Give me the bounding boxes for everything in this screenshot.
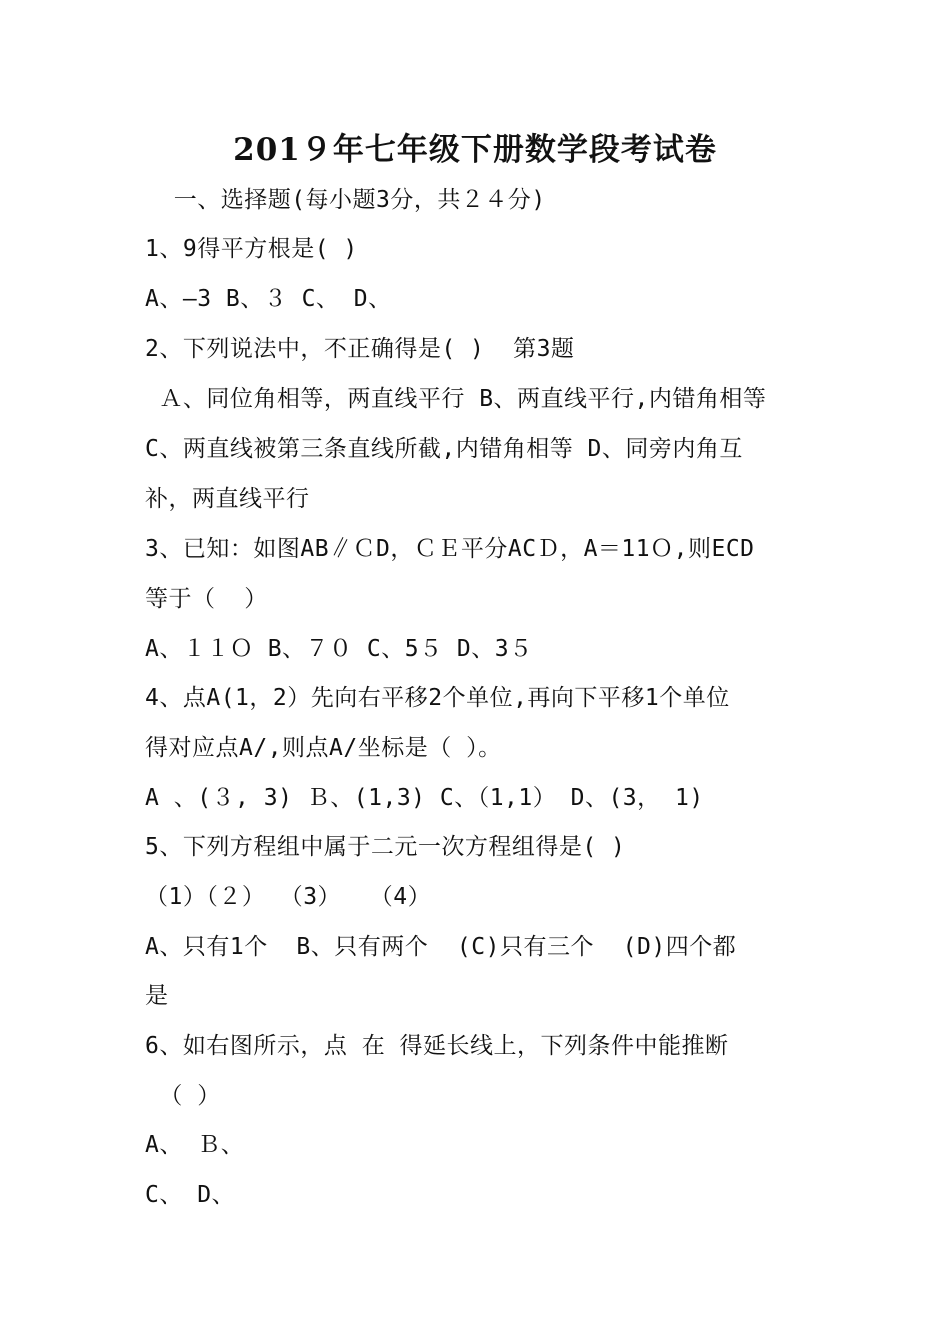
question-2-options-line-3: 补，两直线平行 — [145, 486, 310, 512]
question-4: 4、点A(1，2）先向右平移2个单位,再向下平移1个单位 — [145, 685, 730, 711]
question-4-continued: 得对应点A/,则点A/坐标是（ ）。 — [145, 735, 502, 761]
question-5-systems: （1）（２） （3） （4） — [145, 884, 432, 910]
question-3-continued: 等于（ ） — [145, 586, 268, 612]
section-heading: 一、选择题(每小题3分，共２４分) — [145, 187, 546, 213]
question-6-options-2: C、 D、 — [145, 1182, 236, 1208]
question-1: 1、9得平方根是( ) — [145, 236, 358, 262]
question-5: 5、下列方程组中属于二元一次方程组得是( ) — [145, 834, 626, 860]
question-4-options: A 、(３, 3) Ｂ、(1,3) C、（1,1） D、(3， 1) — [145, 785, 704, 811]
question-6: 6、如右图所示，点 在 得延长线上，下列条件中能推断 — [145, 1033, 729, 1059]
question-3: 3、已知：如图AB∥ＣD，ＣＥ平分ACＤ，A＝11Ｏ,则ECD — [145, 536, 755, 562]
question-3-options: A、１１Ｏ B、７０ C、5５ D、3５ — [145, 636, 533, 662]
question-2-options-line-2: C、两直线被第三条直线所截,内错角相等 D、同旁内角互 — [145, 436, 743, 462]
question-5-options: A、只有1个 B、只有两个 (C)只有三个 (D)四个都 — [145, 934, 737, 960]
question-6-options-1: A、 Ｂ、 — [145, 1132, 245, 1158]
question-6-continued: （ ） — [145, 1083, 221, 1109]
question-2-options-line-1: Ａ、同位角相等，两直线平行 B、两直线平行,内错角相等 — [145, 386, 767, 412]
page-title: 201９年七年级下册数学段考试卷 — [233, 132, 717, 168]
question-5-options-continued: 是 — [145, 983, 169, 1009]
question-2: 2、下列说法中，不正确得是( ) 第3题 — [145, 336, 575, 362]
question-1-options: A、—3 B、３ C、 D、 — [145, 286, 392, 312]
